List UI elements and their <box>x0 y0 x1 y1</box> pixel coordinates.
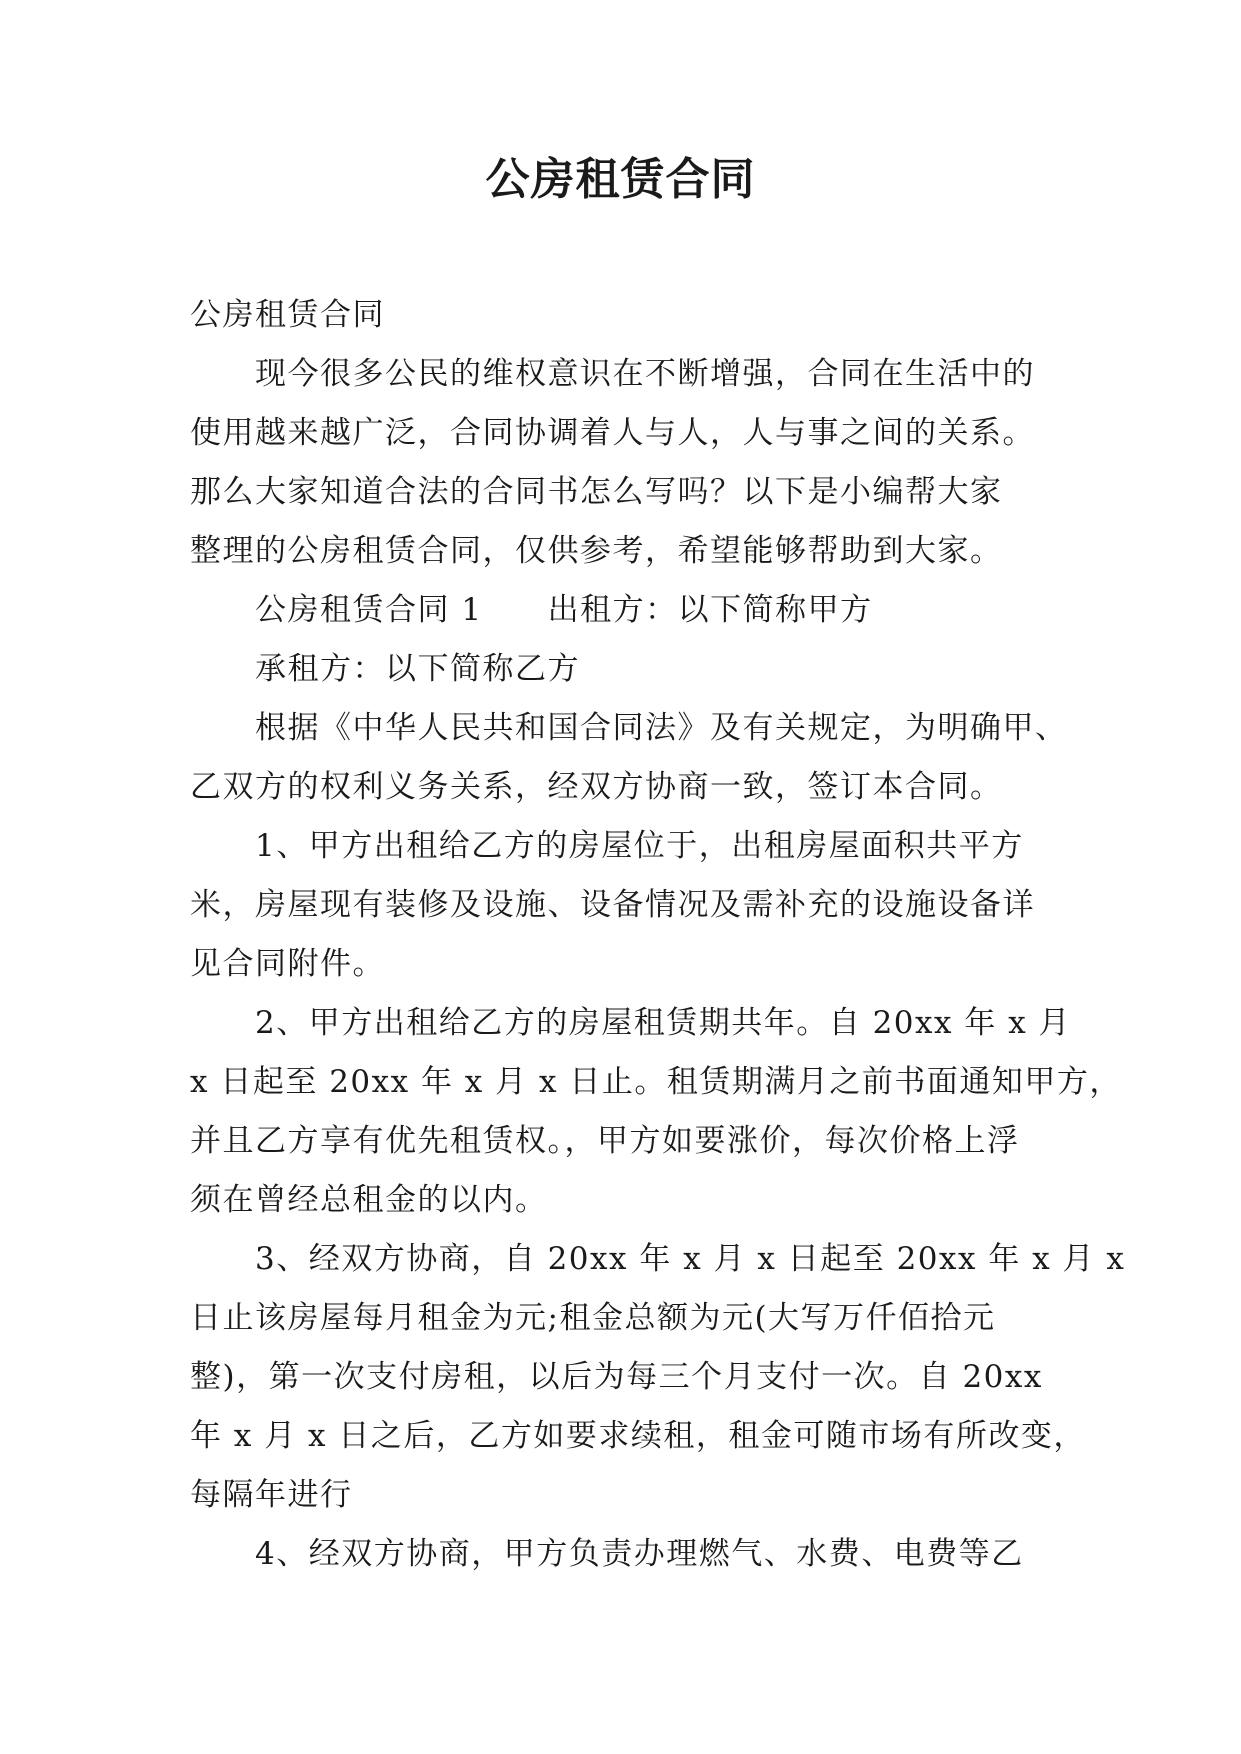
body-line: 整)，第一次支付房租，以后为每三个月支付一次。自 20xx <box>190 1359 1043 1395</box>
body-line: 整理的公房租赁合同，仅供参考，希望能够帮助到大家。 <box>190 533 1003 569</box>
body-line: 并且乙方享有优先租赁权。，甲方如要涨价，每次价格上浮 <box>190 1123 1020 1159</box>
body-line: 现今很多公民的维权意识在不断增强，合同在生活中的 <box>255 356 1035 392</box>
body-line: 4、经双方协商，甲方负责办理燃气、水费、电费等乙 <box>255 1536 1024 1572</box>
body-line: 2、甲方出租给乙方的房屋租赁期共年。自 20xx 年 x 月 <box>255 1005 1072 1041</box>
body-line: 乙双方的权利义务关系，经双方协商一致，签订本合同。 <box>190 769 1003 805</box>
body-line: 公房租赁合同 <box>190 297 385 333</box>
document-body <box>190 286 1126 1584</box>
body-line: 见合同附件。 <box>190 946 385 982</box>
body-line: 日止该房屋每月租金为元;租金总额为元(大写万仟佰拾元 <box>190 1300 996 1336</box>
body-line: 每隔年进行 <box>190 1477 353 1513</box>
body-line: 3、经双方协商，自 20xx 年 x 月 x 日起至 20xx 年 x 月 x <box>255 1241 1126 1277</box>
body-line: 须在曾经总租金的以内。 <box>190 1182 548 1218</box>
body-line: x 日起至 20xx 年 x 月 x 日止。租赁期满月之前书面通知甲方， <box>190 1064 1122 1100</box>
body-line: 年 x 月 x 日之后，乙方如要求续租，租金可随市场有所改变， <box>190 1418 1086 1454</box>
body-line: 使用越来越广泛，合同协调着人与人，人与事之间的关系。 <box>190 415 1035 451</box>
body-line: 公房租赁合同 1 出租方：以下简称甲方 <box>255 592 873 628</box>
body-line: 承租方：以下简称乙方 <box>255 651 580 687</box>
document-title: 公房租赁合同 <box>485 154 756 205</box>
body-line: 根据《中华人民共和国合同法》及有关规定，为明确甲、 <box>255 710 1068 746</box>
body-line: 那么大家知道合法的合同书怎么写吗？以下是小编帮大家 <box>190 474 1003 510</box>
body-line: 米，房屋现有装修及设施、设备情况及需补充的设施设备详 <box>190 887 1035 923</box>
body-line: 1、甲方出租给乙方的房屋位于，出租房屋面积共平方 <box>255 828 1024 864</box>
